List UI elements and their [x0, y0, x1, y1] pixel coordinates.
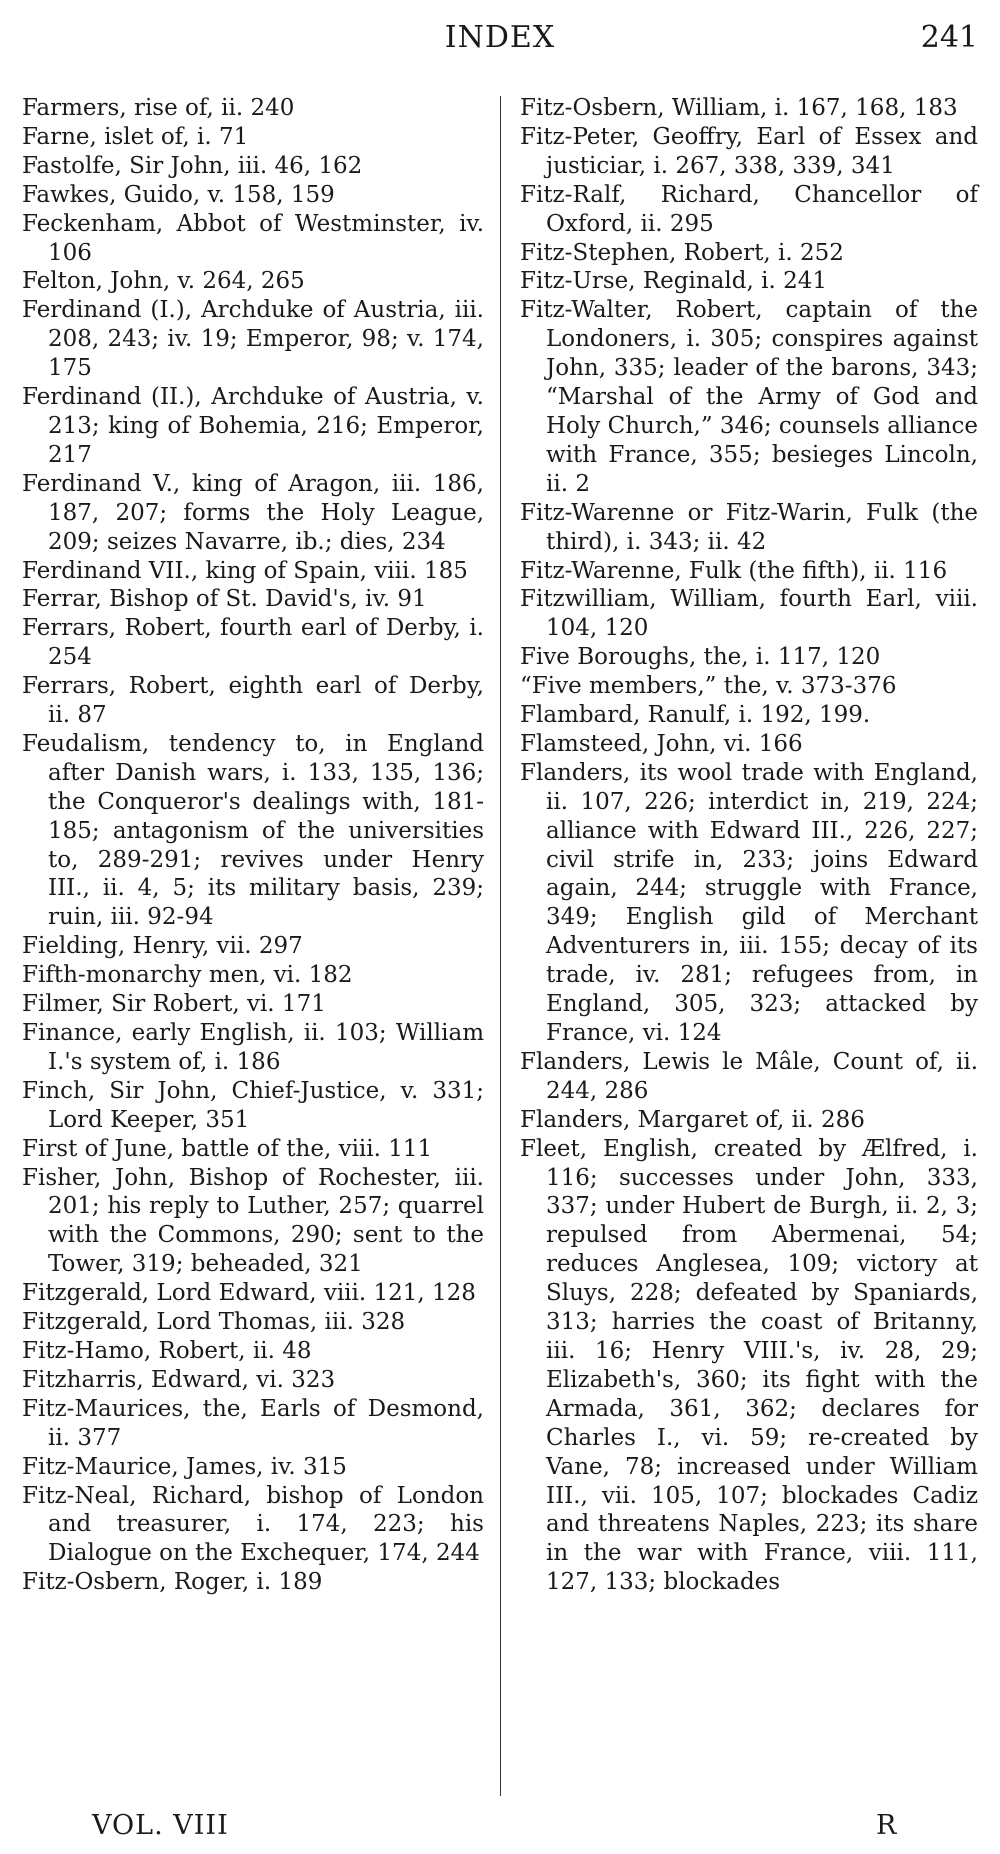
index-entry: First of June, battle of the, viii. 111 — [22, 1135, 433, 1162]
index-entry: Fitz-Neal, Richard, bishop of London and treasurer, i. 174, 223; his Dialogue on the Exchequer, 174, 244 — [22, 1482, 484, 1567]
index-entry: Flanders, its wool trade with England, ii. 107, 226; interdict in, 219, 224; alliance with Edward III., 226, 227; civil strife in, 233; joins Edward again, 244; struggle with France, 349; English gild of Merchant Adventurers in, iii. 155; decay of its trade, iv. 281; refugees from, in England, 305, 323; attacked by France, vi. 124 — [520, 759, 978, 1046]
index-entry: Fitzwilliam, William, fourth Earl, viii. 104, 120 — [520, 586, 978, 642]
index-entry: Ferdinand V., king of Aragon, iii. 186, 187, 207; forms the Holy League, 209; seizes Navarre, ib.; dies, 234 — [22, 470, 484, 555]
index-entry: Fitz-Osbern, William, i. 167, 168, 183 — [520, 95, 958, 121]
index-entry: Flanders, Margaret of, ii. 286 — [520, 1106, 865, 1133]
index-entry: Fitz-Walter, Robert, captain of the Londoners, i. 305; conspires against John, 335; leader of the barons, 343; “Marshal of the Army of God and Holy Church,” 346; counsels alliance with France, 355; besieges Lincoln, ii. 2 — [520, 297, 978, 497]
index-entry: Felton, John, v. 264, 265 — [22, 268, 305, 295]
column-divider — [500, 96, 501, 1796]
index-entry: Farmers, rise of, ii. 240 — [22, 95, 295, 121]
index-entry: Fitz-Urse, Reginald, i. 241 — [520, 268, 827, 295]
index-column-left — [22, 94, 484, 1597]
index-entry: Feudalism, tendency to, in England after Danish wars, i. 133, 135, 136; the Conqueror's dealings with, 181-185; antagonism of the universities to, 289-291; revives under Henry III., ii. 4, 5; its military basis, 239; ruin, iii. 92-94 — [22, 730, 484, 931]
index-entry: Fielding, Henry, vii. 297 — [22, 933, 303, 960]
signature-mark: R — [876, 1810, 897, 1841]
running-head-title: INDEX — [444, 20, 556, 55]
index-entry: Feckenham, Abbot of Westminster, iv. 106 — [22, 210, 484, 266]
index-entry: Fitzgerald, Lord Edward, viii. 121, 128 — [22, 1280, 476, 1307]
page-footer — [0, 1810, 1000, 1846]
index-entry: Ferrars, Robert, fourth earl of Derby, i. 254 — [22, 615, 484, 671]
index-entry: Farne, islet of, i. 71 — [22, 123, 249, 150]
index-entry: Fitz-Warenne, Fulk (the fifth), ii. 116 — [520, 557, 948, 584]
index-entry: Fitz-Stephen, Robert, i. 252 — [520, 239, 844, 266]
index-entry: Ferrars, Robert, eighth earl of Derby, ii. 87 — [22, 673, 484, 729]
index-entry: Flanders, Lewis le Mâle, Count of, ii. 244, 286 — [520, 1048, 978, 1104]
index-column-right — [520, 94, 978, 1597]
index-entry: Five Boroughs, the, i. 117, 120 — [520, 644, 881, 671]
page-number: 241 — [920, 20, 978, 55]
index-entry: Fitzharris, Edward, vi. 323 — [22, 1366, 336, 1393]
index-entry: Fitzgerald, Lord Thomas, iii. 328 — [22, 1309, 406, 1336]
index-entry: Fisher, John, Bishop of Rochester, iii. 201; his reply to Luther, 257; quarrel with the Commons, 290; sent to the Tower, 319; beheaded, 321 — [22, 1164, 484, 1278]
index-entry: Fitz-Hamo, Robert, ii. 48 — [22, 1337, 312, 1364]
index-entry: Fastolfe, Sir John, iii. 46, 162 — [22, 152, 363, 179]
index-entry: Ferdinand VII., king of Spain, viii. 185 — [22, 557, 468, 584]
index-entry: Fifth-monarchy men, vi. 182 — [22, 962, 353, 989]
index-entry: Fitz-Ralf, Richard, Chancellor of Oxford, ii. 295 — [520, 181, 978, 237]
page-header — [0, 14, 1000, 64]
index-entry: Ferrar, Bishop of St. David's, iv. 91 — [22, 586, 427, 613]
index-entry: Fleet, English, created by Ælfred, i. 116; successes under John, 333, 337; under Hubert de Burgh, ii. 2, 3; repulsed from Abermenai, 54; reduces Anglesea, 109; victory at Sluys, 228; defeated by Spaniards, 313; harries the coast of Britanny, iii. 16; Henry VIII.'s, iv. 28, 29; Elizabeth's, 360; its fight with the Armada, 361, 362; declares for Charles I., vi. 59; re-created by Vane, 78; increased under William III., vii. 105, 107; blockades Cadiz and threatens Naples, 223; its share in the war with France, viii. 111, 127, 133; blockades — [520, 1135, 978, 1596]
index-entry: Flambard, Ranulf, i. 192, 199. — [520, 702, 871, 729]
index-entry: Filmer, Sir Robert, vi. 171 — [22, 991, 326, 1018]
index-entry: Finance, early English, ii. 103; William I.'s system of, i. 186 — [22, 1020, 484, 1075]
index-entry: Fitz-Peter, Geoffry, Earl of Essex and justiciar, i. 267, 338, 339, 341 — [520, 123, 978, 179]
index-entry: Fawkes, Guido, v. 158, 159 — [22, 181, 335, 208]
index-entry: Fitz-Maurices, the, Earls of Desmond, ii. 377 — [22, 1395, 484, 1451]
index-entry: “Five members,” the, v. 373-376 — [520, 673, 897, 700]
index-entry: Fitz-Osbern, Roger, i. 189 — [22, 1569, 323, 1596]
volume-label: VOL. VIII — [92, 1810, 229, 1841]
index-entry: Ferdinand (I.), Archduke of Austria, iii. 208, 243; iv. 19; Emperor, 98; v. 174, 175 — [22, 297, 484, 382]
index-entry: Ferdinand (II.), Archduke of Austria, v. 213; king of Bohemia, 216; Emperor, 217 — [22, 384, 484, 468]
index-entry: Fitz-Maurice, James, iv. 315 — [22, 1453, 347, 1480]
index-entry: Fitz-Warenne or Fitz-Warin, Fulk (the third), i. 343; ii. 42 — [520, 499, 978, 555]
index-entry: Flamsteed, John, vi. 166 — [520, 730, 803, 757]
index-entry: Finch, Sir John, Chief-Justice, v. 331; Lord Keeper, 351 — [22, 1077, 484, 1133]
